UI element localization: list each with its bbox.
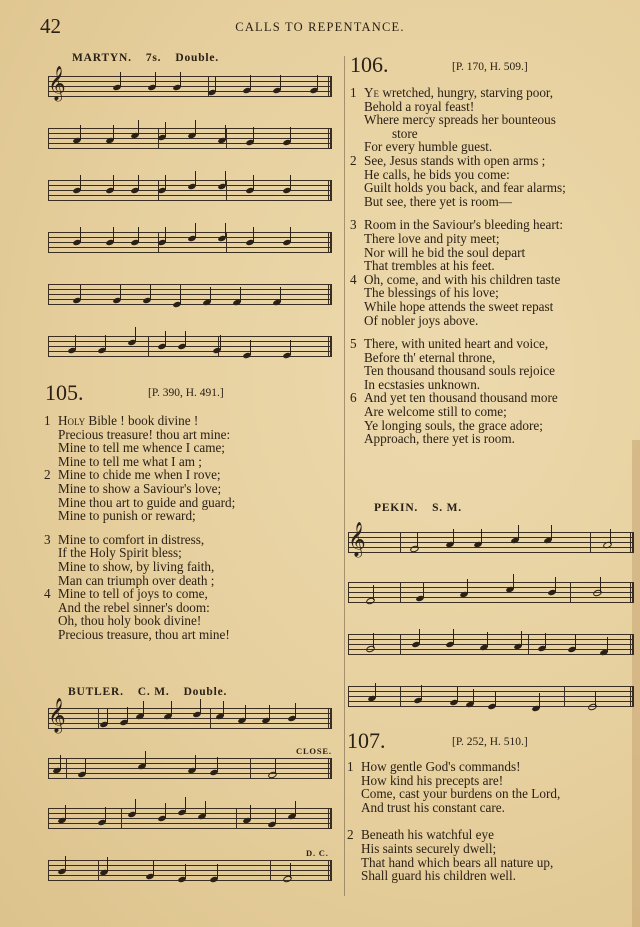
verse-line: Behold a royal feast! [364, 98, 475, 114]
verse-line: 3 Mine to comfort in distress, [44, 531, 205, 547]
note-stem [113, 175, 114, 190]
verse-line: Mine to tell me what I am ; [58, 453, 202, 469]
verse-line: Nor will he bid the soul depart [364, 244, 526, 260]
note-stem [495, 691, 496, 706]
note-stem [185, 864, 186, 879]
tune-meter: 7s. [145, 52, 162, 64]
tune-title-martyn [72, 52, 233, 64]
verse-line: Guilt holds you back, and fear alarms; [364, 180, 566, 196]
note-stem [127, 707, 128, 722]
note-stem [295, 801, 296, 816]
note-stem [210, 287, 211, 302]
note-icon [365, 645, 376, 654]
note-stem [290, 127, 291, 142]
verse-line: He calls, he bids you come: [364, 166, 510, 182]
verse-line: Oh, thou holy book divine! [58, 613, 202, 629]
verse-line: There love and pity meet; [364, 230, 500, 246]
note-stem [240, 287, 241, 302]
hymn-106-text [350, 86, 566, 446]
note-stem [165, 803, 166, 818]
close-mark: CLOSE. [296, 746, 332, 756]
note-stem [113, 125, 114, 140]
music-staff [48, 128, 332, 148]
note-stem [610, 529, 611, 544]
verse-line: For every humble guest. [364, 139, 493, 155]
note-stem [275, 809, 276, 824]
note-stem [250, 805, 251, 820]
stanza-number: 4 [350, 271, 357, 287]
treble-clef-icon: 𝄞 [48, 66, 66, 101]
music-staff [48, 808, 332, 828]
music-staff [48, 66, 332, 101]
verse-line: Before th' eternal throne, [364, 349, 496, 365]
note-stem [80, 175, 81, 190]
verse-line: If the Holy Spirit bless; [58, 545, 182, 561]
note-stem [290, 340, 291, 355]
verse-line: 1 Holy Bible ! book divine ! [44, 413, 199, 428]
verse-line: Mine to show a Saviour's love; [58, 480, 222, 496]
verse-line: And trust his constant care. [361, 799, 505, 815]
note-stem [253, 175, 254, 190]
note-stem [217, 757, 218, 772]
note-stem [487, 632, 488, 647]
note-stem [521, 631, 522, 646]
verse-line: 1 How gentle God's commands! [347, 759, 521, 774]
music-staff [48, 860, 332, 880]
tune-title-pekin [374, 502, 476, 514]
verse-line: Approach, there yet is room. [364, 431, 515, 447]
note-stem [250, 340, 251, 355]
dc-mark: D. C. [306, 848, 329, 858]
note-stem [417, 533, 418, 548]
hymn-number: 105. [45, 380, 84, 405]
note-stem [75, 335, 76, 350]
column-divider [344, 56, 345, 896]
note-stem [145, 751, 146, 766]
note-stem [150, 285, 151, 300]
verse-line: But see, there yet is room— [364, 193, 512, 209]
note-stem [205, 801, 206, 816]
verse-line: Ye longing souls, the grace adore; [364, 417, 543, 433]
note-stem [223, 701, 224, 716]
verse-line: Mine to show, by living faith, [58, 558, 215, 574]
verse-line: Precious treasure, thou art mine! [58, 626, 230, 642]
verse-line: In ecstasies unknown. [364, 376, 481, 392]
stanza-number: 4 [44, 586, 51, 602]
verse-line: Mine to punish or reward; [58, 508, 196, 524]
note-stem [373, 633, 374, 648]
note-stem [453, 629, 454, 644]
note-stem [253, 227, 254, 242]
music-staff [348, 582, 634, 602]
treble-clef-icon: 𝄞 [348, 522, 366, 557]
note-stem [185, 797, 186, 812]
page-number: 42 [40, 14, 61, 38]
note-stem [165, 331, 166, 346]
note-stem [200, 699, 201, 714]
note-stem [171, 701, 172, 716]
hymn-107-text [347, 760, 560, 883]
note-stem [419, 629, 420, 644]
note-stem [195, 755, 196, 770]
note-stem [423, 583, 424, 598]
verse-line: Mine to tell me whence I came; [58, 440, 225, 456]
note-stem [518, 525, 519, 540]
verse-line: 3 Room in the Saviour's bleeding heart: [350, 217, 564, 233]
note-stem [135, 327, 136, 342]
note-stem [290, 227, 291, 242]
tune-meter: C. M. [137, 686, 170, 698]
note-stem [107, 709, 108, 724]
stanza-number: 2 [347, 827, 354, 843]
note-stem [138, 227, 139, 242]
verse-line: That hand which bears all nature up, [361, 854, 554, 870]
note-stem [317, 75, 318, 90]
note-stem [155, 72, 156, 87]
note-stem [545, 633, 546, 648]
music-staff [48, 336, 332, 356]
hymn-reference: [P. 390, H. 491.] [148, 387, 224, 399]
note-stem [513, 574, 514, 589]
note-stem [295, 703, 296, 718]
note-stem [225, 125, 226, 140]
stanza-number: 6 [350, 390, 357, 406]
note-stem [120, 72, 121, 87]
stanza-number: 1 [44, 413, 51, 428]
stanza-number: 2 [350, 152, 357, 168]
note-stem [195, 223, 196, 238]
note-icon [587, 703, 598, 712]
note-stem [595, 691, 596, 706]
page-edge [632, 440, 640, 927]
note-stem [280, 287, 281, 302]
tune-variant: Double. [183, 686, 228, 698]
verse-line: How kind his precepts are! [361, 772, 504, 788]
note-stem [220, 335, 221, 350]
note-stem [185, 331, 186, 346]
music-staff [48, 758, 332, 778]
note-stem [275, 759, 276, 774]
note-stem [539, 693, 540, 708]
note-stem [105, 335, 106, 350]
hymn-number: 106. [350, 52, 389, 77]
verse-line: His saints securely dwell; [361, 840, 497, 856]
stanza-number: 5 [350, 336, 357, 352]
note-stem [195, 120, 196, 135]
note-stem [467, 579, 468, 594]
note-stem [481, 529, 482, 544]
note-stem [607, 637, 608, 652]
verse-line: 6 And yet ten thousand thousand more [350, 390, 558, 406]
note-stem [457, 687, 458, 702]
verse-line: While hope attends the sweet repast [364, 298, 554, 314]
music-staff [48, 232, 332, 252]
stanza-number: 1 [347, 759, 354, 774]
note-stem [225, 223, 226, 238]
note-stem [80, 227, 81, 242]
note-stem [555, 577, 556, 592]
verse-line: Ten thousand thousand souls rejoice [364, 363, 555, 379]
note-stem [473, 689, 474, 704]
note-stem [217, 864, 218, 879]
note-stem [80, 125, 81, 140]
note-stem [65, 805, 66, 820]
tune-name: BUTLER. [68, 686, 124, 698]
note-stem [138, 175, 139, 190]
note-stem [551, 525, 552, 540]
note-stem [165, 227, 166, 242]
note-stem [575, 634, 576, 649]
verse-line: Where mercy spreads her bounteous [364, 112, 556, 128]
note-stem [245, 705, 246, 720]
stanza-number: 1 [350, 85, 357, 100]
verse-line: The blessings of his love; [364, 285, 499, 301]
hymn-reference: [P. 252, H. 510.] [452, 736, 528, 748]
note-stem [107, 857, 108, 872]
verse-line: 2 Beneath his watchful eye [347, 827, 494, 843]
stanza-number: 3 [350, 217, 357, 233]
music-staff [348, 686, 634, 706]
note-stem [269, 705, 270, 720]
verse-line: 4 Mine to tell of joys to come, [44, 586, 208, 602]
note-stem [421, 685, 422, 700]
tune-name: MARTYN. [72, 52, 132, 64]
stanza-number: 2 [44, 467, 51, 483]
note-stem [600, 577, 601, 592]
verse-line: 4 Oh, come, and with his children taste [350, 271, 561, 287]
music-staff [48, 284, 332, 304]
note-stem [280, 75, 281, 90]
note-stem [60, 755, 61, 770]
note-stem [153, 861, 154, 876]
hymn-105-text [44, 414, 235, 642]
treble-clef-icon: 𝄞 [48, 698, 66, 733]
note-stem [138, 120, 139, 135]
note-stem [225, 171, 226, 186]
music-staff [348, 634, 634, 654]
note-stem [165, 175, 166, 190]
verse-line: 2 See, Jesus stands with open arms ; [350, 152, 546, 168]
tune-name: PEKIN. [374, 502, 419, 514]
tune-variant: Double. [175, 52, 219, 64]
verse-line: store [392, 125, 418, 141]
note-stem [165, 122, 166, 137]
verse-line: Are welcome still to come; [364, 404, 507, 420]
note-stem [80, 285, 81, 300]
note-stem [85, 759, 86, 774]
tune-meter: S. M. [432, 502, 462, 514]
verse-line: Shall guard his children well. [361, 868, 516, 884]
note-stem [250, 75, 251, 90]
note-stem [290, 175, 291, 190]
note-stem [113, 227, 114, 242]
music-staff [48, 698, 332, 733]
note-stem [120, 285, 121, 300]
verse-line: 5 There, with united heart and voice, [350, 336, 549, 352]
verse-line: 2 Mine to chide me when I rove; [44, 467, 221, 483]
note-stem [105, 807, 106, 822]
music-staff [348, 522, 634, 557]
note-stem [453, 529, 454, 544]
note-stem [65, 856, 66, 871]
verse-line: 1 Ye wretched, hungry, starving poor, [350, 85, 554, 100]
note-stem [135, 799, 136, 814]
verse-line: Man can triumph over death ; [58, 572, 215, 588]
verse-line: Mine thou art to guide and guard; [58, 494, 236, 510]
running-title: CALLS TO REPENTANCE. [235, 20, 405, 34]
note-stem [215, 77, 216, 92]
verse-line: Come, cast your burdens on the Lord, [361, 786, 561, 802]
stanza-number: 3 [44, 531, 51, 547]
note-stem [290, 863, 291, 878]
note-stem [373, 585, 374, 600]
verse-line: Of nobler joys above. [364, 312, 479, 328]
note-stem [180, 72, 181, 87]
note-stem [180, 289, 181, 304]
music-staff [48, 180, 332, 200]
note-stem [375, 683, 376, 698]
verse-line: And the rebel sinner's doom: [58, 599, 210, 615]
verse-line: Precious treasure! thou art mine: [58, 426, 231, 442]
note-stem [253, 127, 254, 142]
note-stem [195, 171, 196, 186]
hymn-number: 107. [347, 728, 386, 753]
verse-line: That trembles at his feet. [364, 258, 495, 274]
tune-title-butler [68, 686, 241, 698]
note-stem [143, 701, 144, 716]
hymn-reference: [P. 170, H. 509.] [452, 61, 528, 73]
